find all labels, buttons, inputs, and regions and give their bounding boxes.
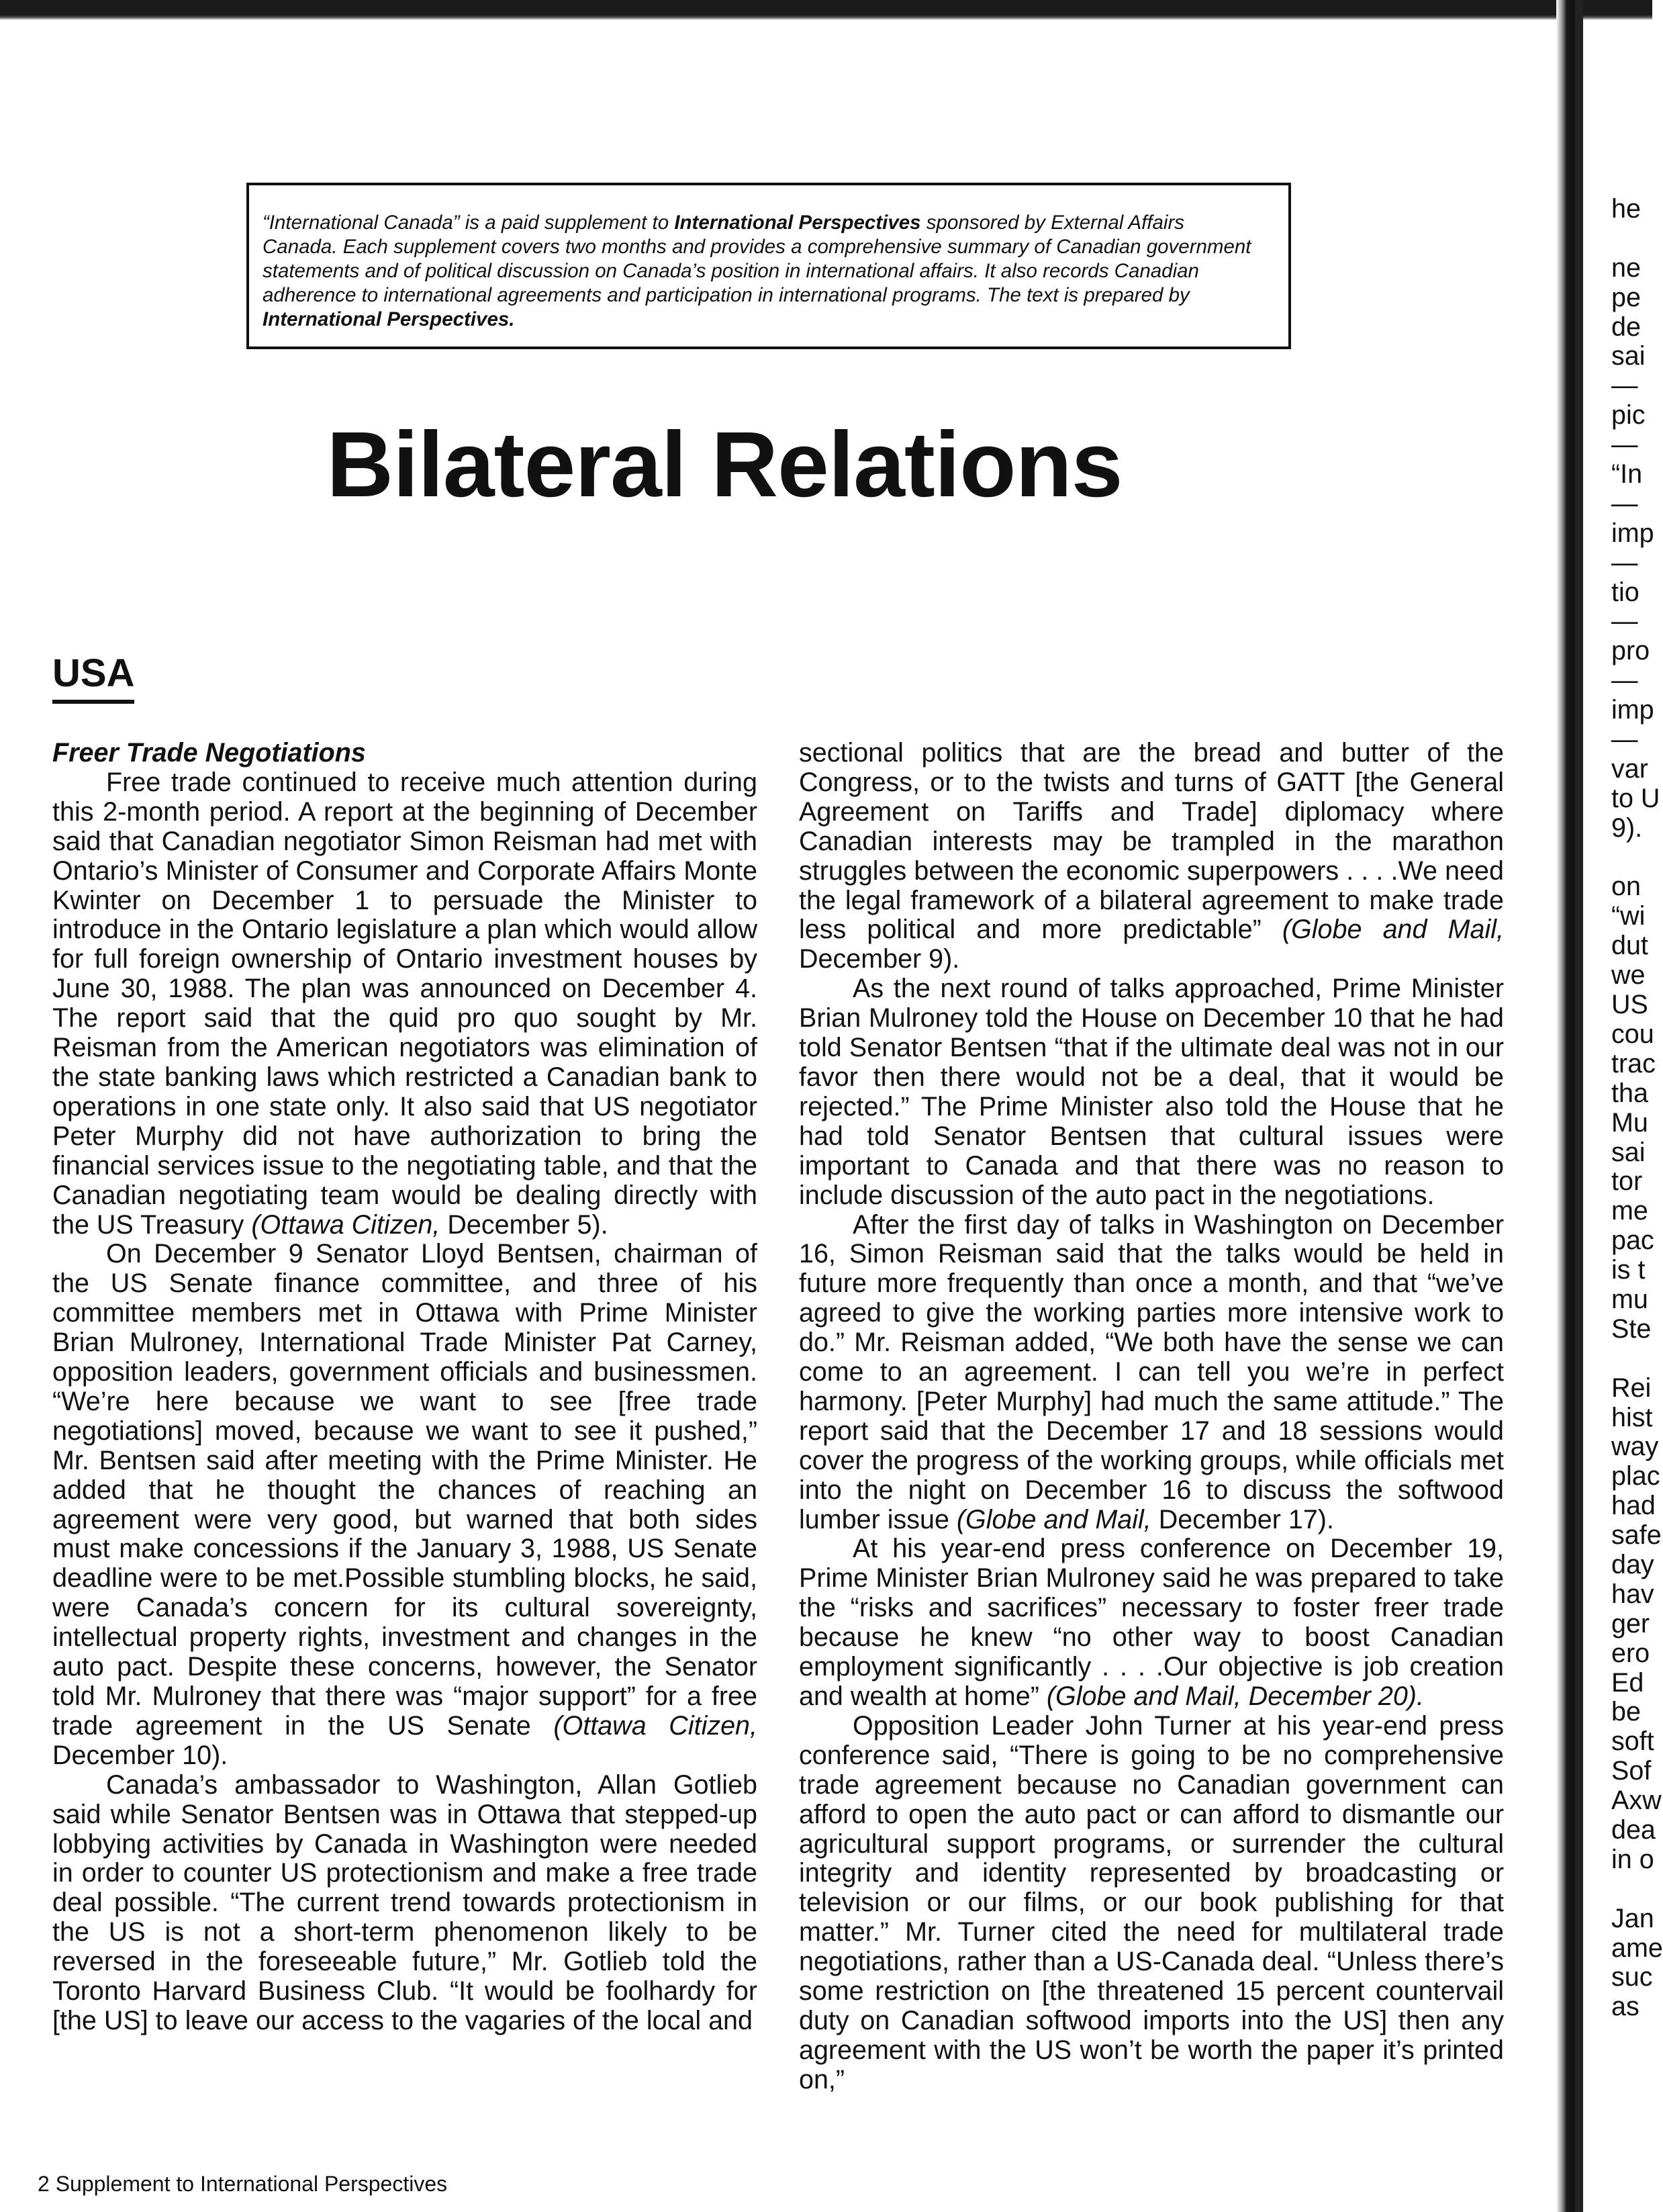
clipped-line: tio [1611, 577, 1640, 607]
page-fold-shadow [1556, 0, 1575, 2212]
clipped-line: “In [1611, 459, 1643, 490]
clipped-line: day [1611, 1549, 1654, 1579]
clipped-line: pe [1611, 282, 1641, 312]
section-heading-usa: USA [52, 650, 134, 704]
paragraph [799, 1534, 1504, 1711]
paragraph-text: sectional politics that are the bread and butter of the Congress, or to the twists and turns of GATT [the General Agreement on Tariffs and Trade] diplomacy where Canadian interests may be trampled in the marathon struggles between the economic superpowers . . . .We need the legal framework of a bilateral agreement to make trade less political and more predictable” [799, 738, 1504, 945]
paragraph-text: At his year-end press conference on December 19, Prime Minister Brian Mulroney said he was prepared to take the “risks and sacrifices” necessary to foster freer trade because he knew “no other way to boost Canadian employment significantly . . . .Our objective is job creation and wealth at home” [799, 1534, 1504, 1711]
supplement-notice-box [246, 183, 1291, 349]
notice-text-2: sponsored by External Affairs Canada. Each supplement covers two months and provides a comprehensive summary of Canadian government statements and of political discussion on Canada’s position in international affairs. It also records Canadian adherence to international agreements and participation in international programs. The text is prepared by [263, 212, 1251, 306]
clipped-line [1611, 224, 1652, 254]
clipped-line: to U [1611, 783, 1660, 813]
notice-publication-name: International Perspectives [674, 212, 921, 234]
paragraph [799, 1712, 1504, 2095]
clipped-line: plac [1611, 1461, 1660, 1491]
subheading: Freer Trade Negotiations [52, 738, 366, 768]
clipped-line: had [1611, 1491, 1656, 1521]
clipped-line: Rei [1611, 1373, 1652, 1403]
clipped-line [1611, 1875, 1652, 1904]
citation-date: December 10). [52, 1740, 228, 1770]
citation-date: December 17). [1151, 1504, 1334, 1534]
clipped-line: me [1611, 1196, 1648, 1226]
clipped-line: sai [1611, 341, 1646, 371]
clipped-line [1611, 1344, 1652, 1374]
paragraph-text: On December 9 Senator Lloyd Bentsen, chairman of the US Senate finance committee, and three of his committee members met in Ottawa with Prime Minister Brian Mulroney, International Trade Minister Pat Carney, opposition leaders, government officials and businessmen. “We’re here because we want to see [free trade negotiations] moved, because we want to see it pushed,” Mr. Bentsen said after meeting with the Prime Minister. He added that he thought the chances of reaching an agreement were very good, but warned that both sides must make concessions if the January 3, 1988, US Senate deadline were to be met.Possible stumbling blocks, he said, were Canada’s concern for its cultural sovereignty, intellectual property rights, investment and changes in the auto pact. Despite these concerns, however, the Senator told Mr. Mulroney that there was “major support” for a free trade agreement in the US Senate [52, 1239, 757, 1741]
clipped-line: soft [1611, 1726, 1654, 1757]
paragraph [52, 1771, 757, 2036]
clipped-line: var [1611, 753, 1648, 784]
clipped-line: Mu [1611, 1107, 1648, 1138]
clipped-line: ero [1611, 1638, 1650, 1668]
paragraph [799, 739, 1504, 974]
clipped-line: we [1611, 960, 1646, 990]
paragraph [52, 1240, 757, 1770]
paragraph-text: As the next round of talks approached, Prime Minister Brian Mulroney told the House on December 10 that he had told Senator Bentsen “that if the ultimate deal was not in our favor then there would not be a deal, that it would be rejected.” The Prime Minister also told the House that he had told Senator Bentsen that cultural issues were important to Canada and that there was no reason to include discussion of the auto pact in the negotiations. [799, 974, 1504, 1210]
clipped-line: in o [1611, 1844, 1654, 1874]
clipped-line: ger [1611, 1608, 1650, 1639]
clipped-line: be [1611, 1697, 1641, 1727]
citation: (Ottawa Citizen, [553, 1710, 758, 1741]
clipped-line: — [1611, 430, 1638, 460]
clipped-line: pac [1611, 1226, 1654, 1256]
clipped-line: ne [1611, 252, 1641, 283]
citation: (Globe and Mail, [1282, 915, 1504, 945]
clipped-line: hist [1611, 1402, 1653, 1432]
clipped-line: — [1611, 488, 1638, 518]
clipped-line: pic [1611, 400, 1646, 430]
clipped-line: dea [1611, 1814, 1656, 1845]
clipped-line: — [1611, 547, 1638, 578]
clipped-line: way [1611, 1432, 1659, 1462]
citation-date: December 5). [440, 1209, 608, 1240]
citation: (Globe and Mail, December 20). [1046, 1681, 1424, 1711]
clipped-line: on [1611, 872, 1641, 902]
clipped-line: tha [1611, 1078, 1648, 1108]
page-gutter [1575, 0, 1583, 2212]
clipped-line: imp [1611, 518, 1654, 548]
clipped-line: de [1611, 312, 1641, 342]
clipped-line: Axw [1611, 1786, 1662, 1816]
clipped-line: suc [1611, 1962, 1653, 1992]
clipped-line: as [1611, 1992, 1640, 2022]
clipped-line: sai [1611, 1137, 1646, 1167]
clipped-line: mu [1611, 1284, 1648, 1314]
clipped-line: — [1611, 606, 1638, 637]
clipped-line: — [1611, 665, 1638, 696]
clipped-line: tor [1611, 1166, 1643, 1197]
clipped-line: safe [1611, 1520, 1662, 1551]
paragraph-text: Free trade continued to receive much attention during this 2-month period. A report at the beginning of December said that Canadian negotiator Simon Reisman had met with Ontario’s Minister of Consumer and Corporate Affairs Monte Kwinter on December 1 to persuade the Minister to introduce in the Ontario legislature a plan which would allow for full foreign ownership of Ontario investment houses by June 30, 1988. The plan was announced on December 4. The report said that the quid pro quo sought by Mr. Reisman from the American negotiators was elimination of the state banking laws which restricted a Canadian bank to operations in one state only. It also said that US negotiator Peter Murphy did not have authorization to bring the financial services issue to the negotiating table, and that the Canadian negotiating team would be dealing directly with the US Treasury [52, 767, 757, 1240]
clipped-line: Ed [1611, 1667, 1644, 1698]
clipped-line [1611, 843, 1652, 873]
clipped-line: pro [1611, 636, 1650, 666]
notice-publication-name-2: International Perspectives. [263, 308, 515, 330]
notice-text-1: “International Canada” is a paid supplement to [263, 212, 675, 234]
paragraph [799, 974, 1504, 1210]
clipped-line: imp [1611, 695, 1654, 725]
clipped-line: Sof [1611, 1756, 1652, 1786]
clipped-line: Ste [1611, 1314, 1652, 1344]
citation-date: December 9). [799, 944, 960, 974]
clipped-line: ame [1611, 1933, 1663, 1963]
clipped-line: hav [1611, 1579, 1654, 1609]
paragraph-text: Canada’s ambassador to Washington, Allan Gotlieb said while Senator Bentsen was in Ottawa that stepped-up lobbying activities by Canada in Washington were needed in order to counter US protectionism and make a free trade deal possible. “The current trend towards protectionism in the US is not a short-term phenomenon likely to be reversed in the foreseeable future,” Mr. Gotlieb told the Toronto Harvard Business Club. “It would be foolhardy for [the US] to leave our access to the vagaries of the local and [52, 1769, 757, 2035]
right-column [799, 739, 1504, 2095]
clipped-line: — [1611, 725, 1638, 755]
paragraph-text: Opposition Leader John Turner at his year-end press conference said, “There is going to be no comprehensive trade agreement because no Canadian government can afford to open the auto pact or can afford to dismantle our agricultural support programs, or surrender the cultural integrity and identity represented by broadcasting or television or our films, or our book publishing for that matter.” Mr. Turner cited the need for multilateral trade negotiations, rather than a US-Canada deal. “Unless there’s some restriction on [the threatened 15 percent countervail duty on Canadian softwood imports into the US] then any agreement with the US won’t be worth the paper it’s printed on,” [799, 1710, 1504, 2094]
clipped-line: dut [1611, 931, 1648, 961]
citation: (Globe and Mail, [956, 1504, 1151, 1534]
clipped-line: US [1611, 990, 1648, 1020]
clipped-line: he [1611, 194, 1641, 224]
left-column [52, 739, 757, 2036]
clipped-line: — [1611, 371, 1638, 401]
paragraph [52, 768, 757, 1240]
clipped-line: Jan [1611, 1903, 1654, 1933]
clipped-line: trac [1611, 1048, 1656, 1078]
page-footer: 2 Supplement to International Perspectives [38, 2172, 448, 2196]
clipped-line: “wi [1611, 901, 1646, 931]
adjacent-page-clipped-text [1611, 194, 1663, 2022]
paragraph [799, 1211, 1504, 1535]
page-title: Bilateral Relations [326, 413, 1123, 516]
clipped-line: 9). [1611, 813, 1643, 843]
clipped-line: cou [1611, 1019, 1654, 1049]
clipped-line: is t [1611, 1255, 1646, 1285]
paragraph-text: After the first day of talks in Washington on December 16, Simon Reisman said that the talks would be held in future more frequently than once a month, and that “we’ve agreed to give the working parties more intensive work to do.” Mr. Reisman added, “We both have the sense we can come to an agreement. I can tell you we’re in perfect harmony. [Peter Murphy] had much the same attitude.” The report said that the December 17 and 18 sessions would cover the progress of the working groups, while officials met into the night on December 16 to discuss the softwood lumber issue [799, 1209, 1504, 1534]
citation: (Ottawa Citizen, [251, 1209, 440, 1240]
